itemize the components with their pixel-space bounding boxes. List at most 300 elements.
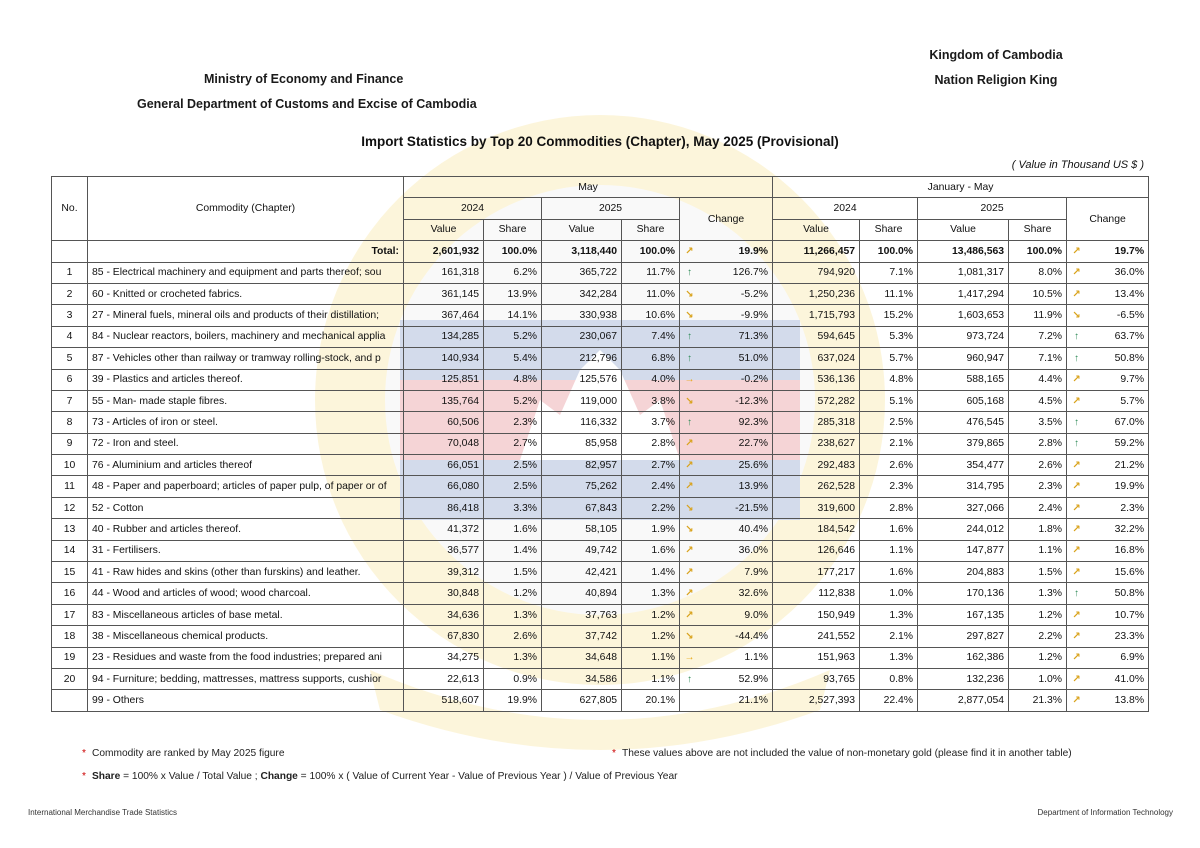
ytd-2024-share: 0.8% (860, 668, 918, 689)
ytd-2024-share: 22.4% (860, 690, 918, 711)
table-row (52, 283, 1149, 304)
may-change: -9.9% (698, 305, 773, 326)
commodity-name: 76 - Aluminium and articles thereof (88, 455, 404, 476)
row-number: 15 (52, 562, 88, 583)
may-change: 92.3% (698, 412, 773, 433)
ytd-2025-value: 167,135 (918, 604, 1009, 625)
up-right-arrow-icon: ↗ (1072, 630, 1081, 642)
up-right-arrow-icon: ↗ (1072, 523, 1081, 535)
ytd-2025-share: 1.5% (1009, 562, 1067, 583)
may-2024-share-header: Share (484, 219, 542, 240)
down-right-arrow-icon: ↘ (685, 310, 694, 322)
may-2025-value: 342,284 (542, 283, 622, 304)
ytd-change: 9.7% (1085, 369, 1149, 390)
may-2024-value: 367,464 (404, 305, 484, 326)
may-change: 25.6% (698, 455, 773, 476)
up-right-arrow-icon: ↗ (1072, 566, 1081, 578)
ytd-2024-value: 594,645 (773, 326, 860, 347)
ytd-change: 50.8% (1085, 348, 1149, 369)
may-change: -5.2% (698, 283, 773, 304)
up-arrow-icon: ↑ (1074, 331, 1080, 343)
ytd-2024-share: 1.6% (860, 519, 918, 540)
commodity-name: 23 - Residues and waste from the food industries; prepared ani (88, 647, 404, 668)
may-2024-value: 161,318 (404, 262, 484, 283)
ytd-change: 10.7% (1085, 604, 1149, 625)
note-star-2: * (612, 748, 616, 759)
ytd-2024-share: 2.8% (860, 497, 918, 518)
ytd-year-2024-header: 2024 (773, 198, 918, 219)
department-label: General Department of Customs and Excise of Cambodia (137, 97, 477, 111)
ytd-2025-share: 3.5% (1009, 412, 1067, 433)
ytd-2024-value: 637,024 (773, 348, 860, 369)
ytd-2024-value: 285,318 (773, 412, 860, 433)
may-2024-share: 4.8% (484, 369, 542, 390)
commodity-name: 60 - Knitted or crocheted fabrics. (88, 283, 404, 304)
ytd-2024-share: 1.3% (860, 647, 918, 668)
table-row (52, 540, 1149, 561)
table-row (52, 348, 1149, 369)
up-arrow-icon: ↑ (687, 331, 692, 343)
commodity-name: 41 - Raw hides and skins (other than furskins) and leather. (88, 562, 404, 583)
ytd-2024-value: 177,217 (773, 562, 860, 583)
may-2025-share: 1.3% (622, 583, 680, 604)
total-row (52, 241, 1149, 262)
commodity-name: 73 - Articles of iron or steel. (88, 412, 404, 433)
row-number: 1 (52, 262, 88, 283)
total-may-2025-value: 3,118,440 (542, 241, 622, 262)
up-right-arrow-icon: ↗ (685, 481, 694, 493)
up-arrow-icon: ↑ (1074, 588, 1080, 600)
up-right-arrow-icon: ↗ (1072, 245, 1081, 257)
share-formula: = 100% x Value / Total Value ; (120, 771, 261, 782)
up-right-arrow-icon: ↗ (1072, 267, 1081, 279)
ytd-change: 36.0% (1085, 262, 1149, 283)
may-change: -12.3% (698, 390, 773, 411)
ytd-2025-share: 7.2% (1009, 326, 1067, 347)
down-right-arrow-icon: ↘ (685, 630, 694, 642)
ytd-change-header: Change (1067, 198, 1149, 241)
table-row (52, 412, 1149, 433)
may-2025-value: 37,742 (542, 626, 622, 647)
ytd-2024-value: 241,552 (773, 626, 860, 647)
ytd-2025-share: 2.6% (1009, 455, 1067, 476)
may-2025-share: 2.2% (622, 497, 680, 518)
commodity-name: 27 - Mineral fuels, mineral oils and products of their distillation; (88, 305, 404, 326)
row-number: 17 (52, 604, 88, 625)
ytd-change: 15.6% (1085, 562, 1149, 583)
commodity-name: 72 - Iron and steel. (88, 433, 404, 454)
ytd-2025-value: 588,165 (918, 369, 1009, 390)
may-2024-value: 140,934 (404, 348, 484, 369)
ytd-2025-share: 21.3% (1009, 690, 1067, 711)
may-2024-value: 41,372 (404, 519, 484, 540)
may-2025-share: 1.6% (622, 540, 680, 561)
may-2025-value: 116,332 (542, 412, 622, 433)
may-2024-share: 1.2% (484, 583, 542, 604)
may-2024-share: 2.3% (484, 412, 542, 433)
may-2025-share: 6.8% (622, 348, 680, 369)
table-row (52, 690, 1149, 711)
up-right-arrow-icon: ↗ (1072, 545, 1081, 557)
may-2025-value: 58,105 (542, 519, 622, 540)
may-2025-value: 75,262 (542, 476, 622, 497)
may-2024-share: 3.3% (484, 497, 542, 518)
ytd-change: 21.2% (1085, 455, 1149, 476)
ytd-2025-value: 170,136 (918, 583, 1009, 604)
may-2025-share-header: Share (622, 219, 680, 240)
may-2025-value: 330,938 (542, 305, 622, 326)
up-arrow-icon: ↑ (1074, 416, 1080, 428)
ytd-2024-share: 1.1% (860, 540, 918, 561)
may-2025-value: 40,894 (542, 583, 622, 604)
may-2025-value: 67,843 (542, 497, 622, 518)
ytd-change: 63.7% (1085, 326, 1149, 347)
gold-note (612, 748, 1072, 759)
ytd-2025-share: 4.4% (1009, 369, 1067, 390)
ytd-2025-share: 10.5% (1009, 283, 1067, 304)
ytd-2024-share: 1.0% (860, 583, 918, 604)
ytd-2025-share: 7.1% (1009, 348, 1067, 369)
table-row (52, 455, 1149, 476)
gold-note-text: These values above are not included the value of non-monetary gold (please find it in another table) (621, 748, 1072, 759)
ytd-2025-value: 2,877,054 (918, 690, 1009, 711)
up-right-arrow-icon: ↗ (1072, 673, 1081, 685)
may-2025-value: 37,763 (542, 604, 622, 625)
up-right-arrow-icon: ↗ (1072, 695, 1081, 707)
may-2025-share: 1.2% (622, 626, 680, 647)
may-2024-share: 5.4% (484, 348, 542, 369)
may-change-header: Change (680, 198, 773, 241)
may-change: 52.9% (698, 668, 773, 689)
ytd-2025-value: 379,865 (918, 433, 1009, 454)
motto-label: Nation Religion King (934, 73, 1058, 87)
ytd-2024-share: 2.3% (860, 476, 918, 497)
ytd-2025-value: 147,877 (918, 540, 1009, 561)
may-2025-value: 212,796 (542, 348, 622, 369)
ytd-change: 13.4% (1085, 283, 1149, 304)
may-change: 71.3% (698, 326, 773, 347)
ytd-2024-share: 7.1% (860, 262, 918, 283)
down-right-arrow-icon: ↘ (685, 288, 694, 300)
table-row (52, 369, 1149, 390)
may-2024-value: 135,764 (404, 390, 484, 411)
up-arrow-icon: ↑ (1074, 438, 1080, 450)
ytd-2024-value: 319,600 (773, 497, 860, 518)
ytd-2024-value-header: Value (773, 219, 860, 240)
total-label: Total: (88, 241, 404, 262)
up-right-arrow-icon: ↗ (1072, 395, 1081, 407)
may-2025-share: 10.6% (622, 305, 680, 326)
row-number: 12 (52, 497, 88, 518)
footer-left: International Merchandise Trade Statistics (28, 808, 177, 817)
share-term: Share (91, 771, 121, 782)
ytd-2024-share: 2.1% (860, 626, 918, 647)
ytd-2024-value: 112,838 (773, 583, 860, 604)
total-ytd-2024-value: 11,266,457 (773, 241, 860, 262)
up-arrow-icon: ↑ (1074, 352, 1080, 364)
ytd-2024-value: 292,483 (773, 455, 860, 476)
ytd-2025-value: 1,081,317 (918, 262, 1009, 283)
may-2024-value: 36,577 (404, 540, 484, 561)
up-right-arrow-icon: ↗ (685, 588, 694, 600)
row-number: 2 (52, 283, 88, 304)
ytd-2024-share: 5.3% (860, 326, 918, 347)
may-2024-share: 14.1% (484, 305, 542, 326)
ytd-2024-share: 1.3% (860, 604, 918, 625)
may-2025-share: 7.4% (622, 326, 680, 347)
ytd-2024-share: 5.1% (860, 390, 918, 411)
may-2024-value: 66,051 (404, 455, 484, 476)
up-right-arrow-icon: ↗ (1072, 459, 1081, 471)
down-right-arrow-icon: ↘ (1072, 310, 1081, 322)
commodity-name: 44 - Wood and articles of wood; wood charcoal. (88, 583, 404, 604)
may-2025-share: 1.1% (622, 647, 680, 668)
col-no-header: No. (52, 177, 88, 241)
row-number: 11 (52, 476, 88, 497)
may-2024-value: 86,418 (404, 497, 484, 518)
table-row (52, 519, 1149, 540)
may-2024-share: 5.2% (484, 326, 542, 347)
ytd-2024-value: 536,136 (773, 369, 860, 390)
ytd-2025-share: 2.3% (1009, 476, 1067, 497)
formula-note (82, 771, 678, 782)
may-change: 9.0% (698, 604, 773, 625)
may-2024-share: 1.6% (484, 519, 542, 540)
change-term: Change (260, 771, 298, 782)
ytd-2025-share: 1.8% (1009, 519, 1067, 540)
may-2024-value: 125,851 (404, 369, 484, 390)
ytd-change: 59.2% (1085, 433, 1149, 454)
may-2024-share: 13.9% (484, 283, 542, 304)
may-2025-value: 82,957 (542, 455, 622, 476)
may-2025-share: 1.4% (622, 562, 680, 583)
change-formula: = 100% x ( Value of Current Year - Value of Previous Year ) / Value of Previous Year (297, 771, 678, 782)
row-number: 10 (52, 455, 88, 476)
may-2024-share: 2.5% (484, 455, 542, 476)
ytd-change: -6.5% (1085, 305, 1149, 326)
up-right-arrow-icon: ↗ (685, 545, 694, 557)
note-star-1: * (82, 748, 86, 759)
may-2025-value: 125,576 (542, 369, 622, 390)
ytd-2025-value: 476,545 (918, 412, 1009, 433)
may-2025-share: 2.4% (622, 476, 680, 497)
col-commodity-header: Commodity (Chapter) (88, 177, 404, 241)
may-2025-value-header: Value (542, 219, 622, 240)
may-2025-value: 49,742 (542, 540, 622, 561)
ytd-2025-share: 11.9% (1009, 305, 1067, 326)
ytd-2025-value: 314,795 (918, 476, 1009, 497)
ytd-2024-value: 794,920 (773, 262, 860, 283)
ytd-2025-share: 8.0% (1009, 262, 1067, 283)
ytd-year-2025-header: 2025 (918, 198, 1067, 219)
may-2024-value: 67,830 (404, 626, 484, 647)
ranking-note (82, 748, 285, 759)
total-ytd-2025-share: 100.0% (1009, 241, 1067, 262)
ytd-2025-value-header: Value (918, 219, 1009, 240)
up-arrow-icon: ↑ (687, 416, 692, 428)
may-2024-value: 60,506 (404, 412, 484, 433)
ytd-2024-value: 150,949 (773, 604, 860, 625)
row-number: 7 (52, 390, 88, 411)
ytd-2024-share: 1.6% (860, 562, 918, 583)
may-change: 126.7% (698, 262, 773, 283)
ytd-2025-share-header: Share (1009, 219, 1067, 240)
page-title: Import Statistics by Top 20 Commodities (Chapter), May 2025 (Provisional) (361, 134, 839, 149)
ytd-2025-value: 1,603,653 (918, 305, 1009, 326)
footer-right: Department of Information Technology (1037, 808, 1173, 817)
commodity-name: 55 - Man- made staple fibres. (88, 390, 404, 411)
may-2024-value: 34,636 (404, 604, 484, 625)
may-2024-share: 6.2% (484, 262, 542, 283)
may-2024-value: 518,607 (404, 690, 484, 711)
up-right-arrow-icon: ↗ (685, 566, 694, 578)
up-right-arrow-icon: ↗ (1072, 481, 1081, 493)
ytd-2025-value: 973,724 (918, 326, 1009, 347)
ytd-change: 6.9% (1085, 647, 1149, 668)
may-2025-share: 20.1% (622, 690, 680, 711)
period-ytd-header: January - May (773, 177, 1149, 198)
row-number (52, 690, 88, 711)
ytd-2025-value: 162,386 (918, 647, 1009, 668)
may-2025-value: 85,958 (542, 433, 622, 454)
may-2024-share: 19.9% (484, 690, 542, 711)
may-2024-value: 70,048 (404, 433, 484, 454)
row-number: 14 (52, 540, 88, 561)
ytd-2025-share: 1.0% (1009, 668, 1067, 689)
ytd-2024-value: 238,627 (773, 433, 860, 454)
ytd-2024-share: 2.1% (860, 433, 918, 454)
total-ytd-2025-value: 13,486,563 (918, 241, 1009, 262)
may-2025-value: 34,648 (542, 647, 622, 668)
ytd-2024-share-header: Share (860, 219, 918, 240)
total-ytd-2024-share: 100.0% (860, 241, 918, 262)
right-arrow-icon: → (684, 652, 695, 664)
may-change: 21.1% (698, 690, 773, 711)
ytd-change: 50.8% (1085, 583, 1149, 604)
may-2025-share: 11.7% (622, 262, 680, 283)
ytd-2024-value: 572,282 (773, 390, 860, 411)
ytd-change: 13.8% (1085, 690, 1149, 711)
may-change: -0.2% (698, 369, 773, 390)
may-year-2025-header: 2025 (542, 198, 680, 219)
table-row (52, 433, 1149, 454)
may-2024-share: 1.3% (484, 647, 542, 668)
ytd-2024-share: 15.2% (860, 305, 918, 326)
ytd-change: 41.0% (1085, 668, 1149, 689)
ytd-change: 23.3% (1085, 626, 1149, 647)
ytd-2024-value: 262,528 (773, 476, 860, 497)
total-ytd-change: 19.7% (1085, 241, 1149, 262)
commodity-name: 38 - Miscellaneous chemical products. (88, 626, 404, 647)
ytd-2025-value: 327,066 (918, 497, 1009, 518)
ytd-2024-value: 1,715,793 (773, 305, 860, 326)
down-right-arrow-icon: ↘ (685, 523, 694, 535)
may-2024-share: 5.2% (484, 390, 542, 411)
may-change: 7.9% (698, 562, 773, 583)
up-right-arrow-icon: ↗ (1072, 652, 1081, 664)
may-2024-share: 2.5% (484, 476, 542, 497)
ytd-2025-value: 244,012 (918, 519, 1009, 540)
ytd-2024-share: 2.6% (860, 455, 918, 476)
may-year-2024-header: 2024 (404, 198, 542, 219)
up-right-arrow-icon: ↗ (1072, 609, 1081, 621)
up-right-arrow-icon: ↗ (685, 438, 694, 450)
ytd-2025-value: 204,883 (918, 562, 1009, 583)
total-may-2024-value: 2,601,932 (404, 241, 484, 262)
table-row (52, 262, 1149, 283)
may-2025-share: 1.1% (622, 668, 680, 689)
up-right-arrow-icon: ↗ (685, 245, 694, 257)
ytd-2024-value: 184,542 (773, 519, 860, 540)
table-row (52, 647, 1149, 668)
ytd-2025-share: 1.2% (1009, 647, 1067, 668)
ytd-change: 5.7% (1085, 390, 1149, 411)
ytd-2025-value: 354,477 (918, 455, 1009, 476)
table-row (52, 476, 1149, 497)
may-change: 40.4% (698, 519, 773, 540)
ytd-change: 2.3% (1085, 497, 1149, 518)
ytd-2025-value: 297,827 (918, 626, 1009, 647)
may-2025-share: 4.0% (622, 369, 680, 390)
ytd-2025-value: 132,236 (918, 668, 1009, 689)
commodity-name: 52 - Cotton (88, 497, 404, 518)
may-2025-share: 1.9% (622, 519, 680, 540)
may-2025-value: 34,586 (542, 668, 622, 689)
commodity-name: 94 - Furniture; bedding, mattresses, mattress supports, cushior (88, 668, 404, 689)
row-number: 16 (52, 583, 88, 604)
table-row (52, 326, 1149, 347)
may-2024-share: 0.9% (484, 668, 542, 689)
ytd-change: 16.8% (1085, 540, 1149, 561)
ytd-change: 32.2% (1085, 519, 1149, 540)
ytd-2024-share: 2.5% (860, 412, 918, 433)
may-change: 32.6% (698, 583, 773, 604)
ministry-label: Ministry of Economy and Finance (204, 72, 404, 86)
commodity-name: 84 - Nuclear reactors, boilers, machinery and mechanical applia (88, 326, 404, 347)
row-number: 13 (52, 519, 88, 540)
ytd-2025-share: 2.2% (1009, 626, 1067, 647)
ytd-change: 67.0% (1085, 412, 1149, 433)
commodity-name: 87 - Vehicles other than railway or tramway rolling-stock, and p (88, 348, 404, 369)
ytd-2025-share: 2.4% (1009, 497, 1067, 518)
may-2024-value: 361,145 (404, 283, 484, 304)
commodity-name: 48 - Paper and paperboard; articles of paper pulp, of paper or of (88, 476, 404, 497)
may-2025-share: 1.2% (622, 604, 680, 625)
row-number: 20 (52, 668, 88, 689)
may-2024-value: 30,848 (404, 583, 484, 604)
up-right-arrow-icon: ↗ (1072, 374, 1081, 386)
may-change: 51.0% (698, 348, 773, 369)
row-number: 19 (52, 647, 88, 668)
may-2025-share: 11.0% (622, 283, 680, 304)
may-2024-value: 39,312 (404, 562, 484, 583)
up-arrow-icon: ↑ (687, 673, 692, 685)
may-2025-value: 230,067 (542, 326, 622, 347)
may-2024-value: 66,080 (404, 476, 484, 497)
row-number: 8 (52, 412, 88, 433)
may-2025-value: 627,805 (542, 690, 622, 711)
may-change: 22.7% (698, 433, 773, 454)
up-right-arrow-icon: ↗ (685, 459, 694, 471)
ytd-2024-share: 5.7% (860, 348, 918, 369)
may-2024-share: 1.4% (484, 540, 542, 561)
note-star-3: * (82, 771, 86, 782)
table-row (52, 497, 1149, 518)
row-number: 3 (52, 305, 88, 326)
ytd-2025-share: 4.5% (1009, 390, 1067, 411)
may-2025-value: 119,000 (542, 390, 622, 411)
ytd-2024-value: 126,646 (773, 540, 860, 561)
